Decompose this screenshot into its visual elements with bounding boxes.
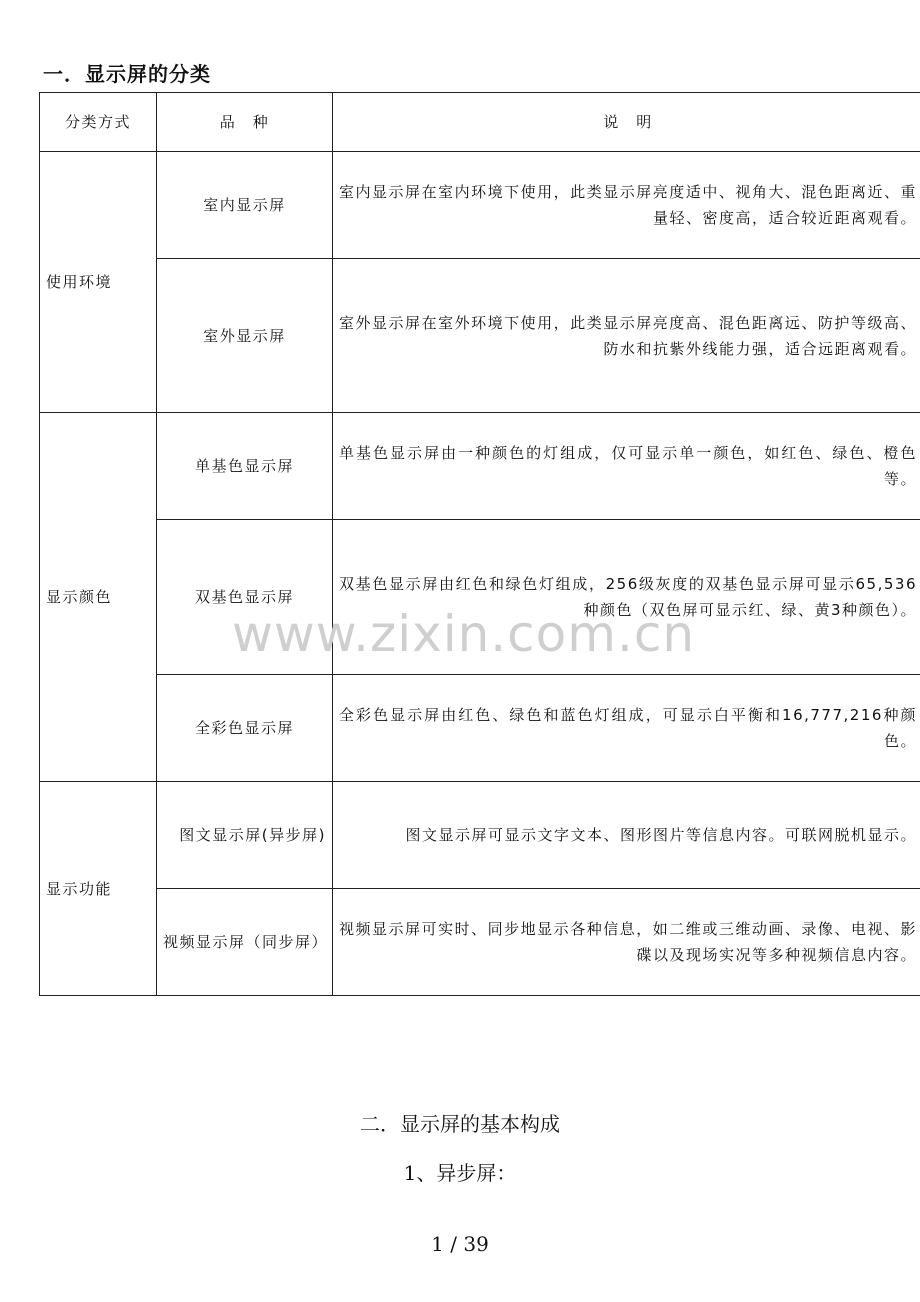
table-row [40, 675, 920, 782]
kind-cell: 单基色显示屏 [157, 413, 333, 520]
description-cell: 图文显示屏可显示文字文本、图形图片等信息内容。可联网脱机显示。 [333, 782, 920, 889]
section-2-subtitle: 1、异步屏： [403, 1161, 517, 1185]
kind-cell: 室外显示屏 [157, 259, 333, 413]
table-row [40, 889, 920, 996]
table-row [40, 152, 920, 259]
category-cell: 显示颜色 [40, 413, 157, 782]
section-heading: 一．显示屏的分类 [43, 62, 211, 86]
description-cell: 室外显示屏在室外环境下使用，此类显示屏亮度高、混色距离远、防护等级高、防水和抗紫外线能力强，适合远距离观看。 [333, 259, 920, 413]
category-cell: 显示功能 [40, 782, 157, 996]
section-2-title: 二．显示屏的基本构成 [360, 1112, 560, 1136]
header-kind: 品 种 [157, 93, 333, 152]
description-cell: 单基色显示屏由一种颜色的灯组成，仅可显示单一颜色，如红色、绿色、橙色等。 [333, 413, 920, 520]
kind-cell: 双基色显示屏 [157, 520, 333, 675]
watermark: www.zixin.com.cn [232, 605, 696, 663]
table-row [40, 259, 920, 413]
description-cell: 全彩色显示屏由红色、绿色和蓝色灯组成，可显示白平衡和16,777,216种颜色。 [333, 675, 920, 782]
table-row [40, 782, 920, 889]
classification-table [39, 92, 920, 996]
description-cell: 视频显示屏可实时、同步地显示各种信息，如二维或三维动画、录像、电视、影碟以及现场实况等多种视频信息内容。 [333, 889, 920, 996]
description-cell: 双基色显示屏由红色和绿色灯组成，256级灰度的双基色显示屏可显示65,536种颜色（双色屏可显示红、绿、黄3种颜色）。 [333, 520, 920, 675]
table-header-row [40, 93, 920, 152]
kind-cell: 室内显示屏 [157, 152, 333, 259]
kind-cell: 全彩色显示屏 [157, 675, 333, 782]
kind-cell: 视频显示屏（同步屏） [157, 889, 333, 996]
description-cell: 室内显示屏在室内环境下使用，此类显示屏亮度适中、视角大、混色距离近、重量轻、密度高，适合较近距离观看。 [333, 152, 920, 259]
header-method: 分类方式 [40, 93, 157, 152]
table-row [40, 413, 920, 520]
kind-cell: 图文显示屏(异步屏) [157, 782, 333, 889]
page-number: 1 / 39 [431, 1232, 489, 1256]
header-description: 说 明 [333, 93, 920, 152]
category-cell: 使用环境 [40, 152, 157, 413]
